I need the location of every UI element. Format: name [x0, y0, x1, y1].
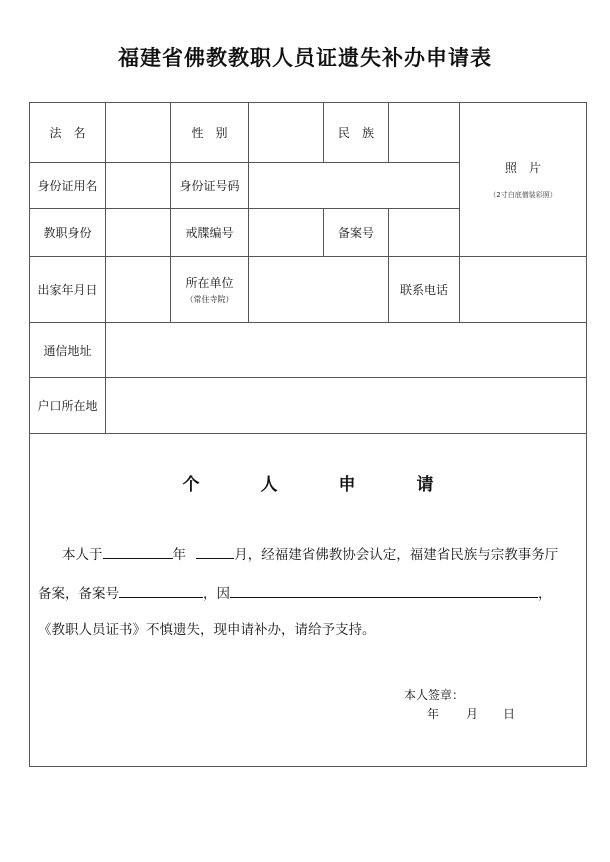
clergy-identity-field[interactable] [106, 209, 170, 256]
unit-label: 所在单位 （常住寺院） [185, 276, 234, 304]
phone-field[interactable] [460, 257, 586, 322]
address-field[interactable] [106, 323, 586, 377]
row-divider [29, 433, 587, 434]
signature-month-label: 月 [466, 707, 479, 721]
table-border-right [586, 102, 587, 767]
signature-year-label: 年 [427, 707, 440, 721]
ordained-date-field[interactable] [106, 257, 170, 322]
id-name-field[interactable] [106, 163, 170, 208]
photo-label: 照 片 [504, 161, 541, 175]
dharma-name-label: 法 名 [49, 126, 86, 140]
date-year-blank[interactable] [103, 546, 173, 559]
record-number-blank[interactable] [119, 585, 203, 598]
id-name-label: 身份证用名 [37, 179, 98, 193]
ordination-number-label: 戒牒编号 [185, 226, 234, 240]
signature-day-label: 日 [503, 707, 516, 721]
dharma-name-field[interactable] [106, 103, 170, 162]
ethnicity-field[interactable] [389, 103, 459, 162]
address-label: 通信地址 [43, 343, 92, 358]
date-month-blank[interactable] [196, 546, 234, 559]
photo-note: （2寸白底僧装彩照） [489, 191, 557, 199]
application-line-1: 本人于 年 月，经福建省佛教协会认定，福建省民族与宗教事务厅 [62, 547, 559, 563]
table-border-bottom [29, 766, 587, 767]
form-title: 福建省佛教教职人员证遗失补办申请表 [118, 46, 492, 70]
gender-label: 性 别 [191, 126, 228, 140]
photo-box[interactable] [460, 103, 586, 256]
clergy-identity-label: 教职身份 [43, 226, 92, 240]
ordained-date-label: 出家年月日 [37, 283, 98, 297]
hukou-label: 户口所在地 [37, 399, 98, 413]
application-line-3: 《教职人员证书》不慎遗失，现申请补办，请给予支持。 [38, 622, 376, 638]
application-heading: 个 人 申 请 [182, 475, 456, 495]
application-line-2: 备案，备案号 ，因 ， [38, 586, 552, 602]
record-number-label: 备案号 [337, 226, 374, 240]
ordination-number-field[interactable] [249, 209, 323, 256]
unit-field[interactable] [249, 257, 388, 322]
signature-label: 本人签章： [404, 688, 465, 702]
unit-sub-label: （常住寺院） [185, 295, 234, 304]
hukou-field[interactable] [106, 378, 586, 433]
loss-reason-blank[interactable] [230, 585, 538, 598]
record-number-field[interactable] [389, 209, 459, 256]
ethnicity-label: 民 族 [337, 126, 374, 140]
phone-label: 联系电话 [399, 283, 448, 297]
gender-field[interactable] [249, 103, 323, 162]
id-number-label: 身份证号码 [179, 179, 240, 193]
id-number-field[interactable] [249, 163, 459, 208]
